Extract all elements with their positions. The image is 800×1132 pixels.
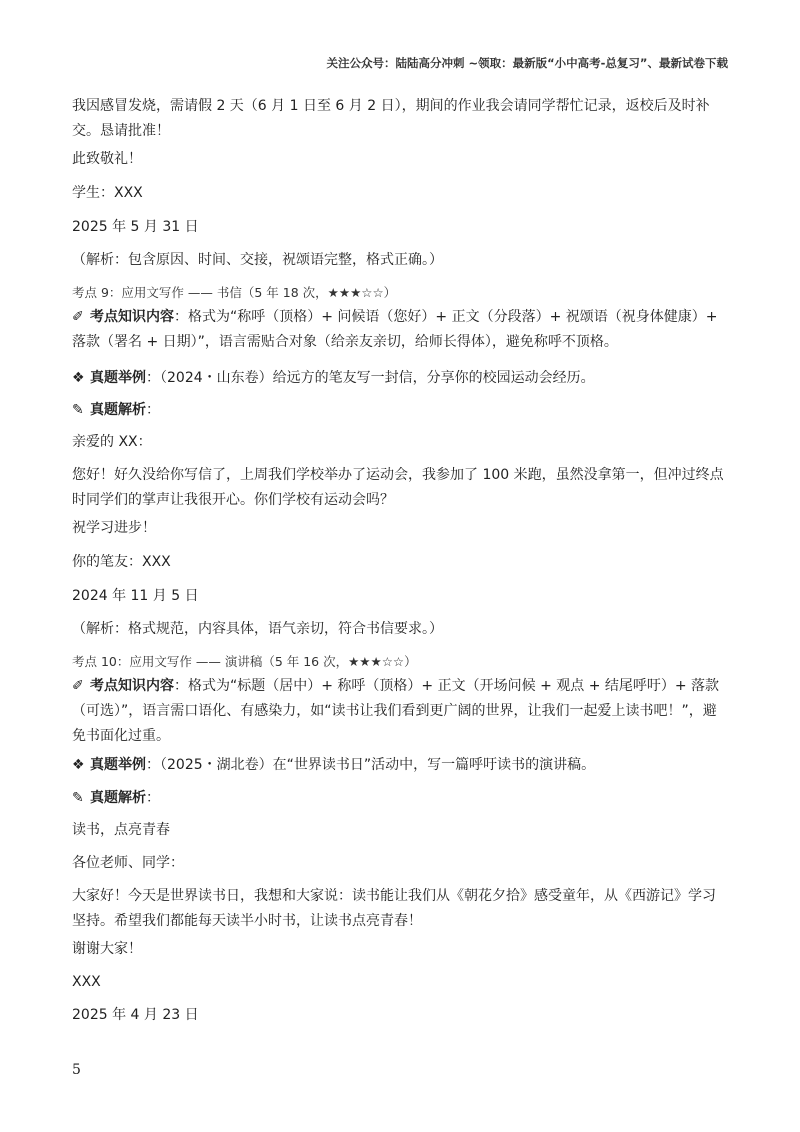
- leave-note-date: 2025 年 5 月 31 日: [72, 219, 199, 235]
- kaodian10-example: [72, 753, 728, 778]
- diamond-bullet-icon: ❖: [72, 757, 85, 773]
- kaodian9-example: [72, 366, 728, 391]
- speech-date: 2025 年 4 月 23 日: [72, 1007, 199, 1023]
- example-label: 真题举例: [90, 370, 146, 386]
- speech-salutation: 各位老师、同学：: [72, 855, 184, 871]
- leave-note-analysis: （解析：包含原因、时间、交接，祝颂语完整，格式正确。）: [72, 252, 443, 268]
- letter-salutation: 亲爱的 XX：: [72, 434, 152, 450]
- speech-signature: XXX: [72, 974, 101, 990]
- pencil-icon: ✎: [72, 790, 84, 806]
- kaodian10-knowledge: [72, 674, 728, 749]
- knowledge-label: 考点知识内容: [90, 678, 174, 694]
- knowledge-text: ：格式为“称呼（顶格）+ 问候语（您好）+ 正文（分段落）+ 祝颂语（祝身体健康）+ 落款（署名 + 日期）”，语言需贴合对象（给亲友亲切，给师长得体），避免称呼不顶格。: [72, 309, 718, 350]
- knowledge-label: 考点知识内容: [90, 309, 174, 325]
- leave-note-closing: 此致敬礼！: [72, 151, 142, 167]
- kaodian9-analysis-heading: [72, 398, 728, 423]
- speech-title: 读书，点亮青春: [72, 822, 170, 838]
- kaodian9-knowledge: [72, 305, 728, 355]
- leave-note-signature: 学生：XXX: [72, 185, 143, 201]
- analysis-label: 真题解析: [90, 402, 146, 418]
- letter-analysis: （解析：格式规范，内容具体，语气亲切，符合书信要求。）: [72, 621, 443, 637]
- knowledge-text: ：格式为“标题（居中）+ 称呼（顶格）+ 正文（开场问候 + 观点 + 结尾呼吁）+ 落款（可选）”，语言需口语化、有感染力，如“读书让我们看到更广阔的世界，让我们一起爱上读书吧！”，避免书面化过重。: [72, 678, 720, 744]
- page-number: 5: [72, 1062, 81, 1078]
- example-text: ：（2024・山东卷）给远方的笔友写一封信，分享你的校园运动会经历。: [146, 370, 595, 386]
- kaodian10-analysis-heading: [72, 786, 728, 811]
- letter-date: 2024 年 11 月 5 日: [72, 588, 199, 604]
- pen-icon: ✐: [72, 678, 84, 694]
- speech-thanks: 谢谢大家！: [72, 941, 142, 957]
- letter-signature: 你的笔友：XXX: [72, 554, 171, 570]
- page-header: 关注公众号：陆陆高分冲刺 ~领取：最新版“小中高考-总复习”、最新试卷下载: [326, 56, 728, 70]
- pencil-icon: ✎: [72, 402, 84, 418]
- kaodian10-title: 考点 10：应用文写作 —— 演讲稿（5 年 16 次，★★★☆☆）: [72, 654, 417, 669]
- analysis-label: 真题解析: [90, 790, 146, 806]
- letter-wish: 祝学习进步！: [72, 520, 156, 536]
- analysis-colon: ：: [146, 402, 160, 418]
- letter-body: 您好！好久没给你写信了，上周我们学校举办了运动会，我参加了 100 米跑，虽然没拿第一，但冲过终点时同学们的掌声让我很开心。你们学校有运动会吗？: [72, 467, 724, 508]
- pen-icon: ✐: [72, 309, 84, 325]
- diamond-bullet-icon: ❖: [72, 370, 85, 386]
- speech-body: 大家好！今天是世界读书日，我想和大家说：读书能让我们从《朝花夕拾》感受童年，从《西游记》学习坚持。希望我们都能每天读半小时书，让读书点亮青春！: [72, 888, 716, 929]
- analysis-colon: ：: [146, 790, 160, 806]
- leave-note-body: 我因感冒发烧，需请假 2 天（6 月 1 日至 6 月 2 日），期间的作业我会请同学帮忙记录，返校后及时补交。恳请批准！: [72, 98, 710, 139]
- kaodian9-title: 考点 9：应用文写作 —— 书信（5 年 18 次，★★★☆☆）: [72, 285, 397, 300]
- example-label: 真题举例: [90, 757, 146, 773]
- example-text: ：（2025・湖北卷）在“世界读书日”活动中，写一篇呼吁读书的演讲稿。: [146, 757, 596, 773]
